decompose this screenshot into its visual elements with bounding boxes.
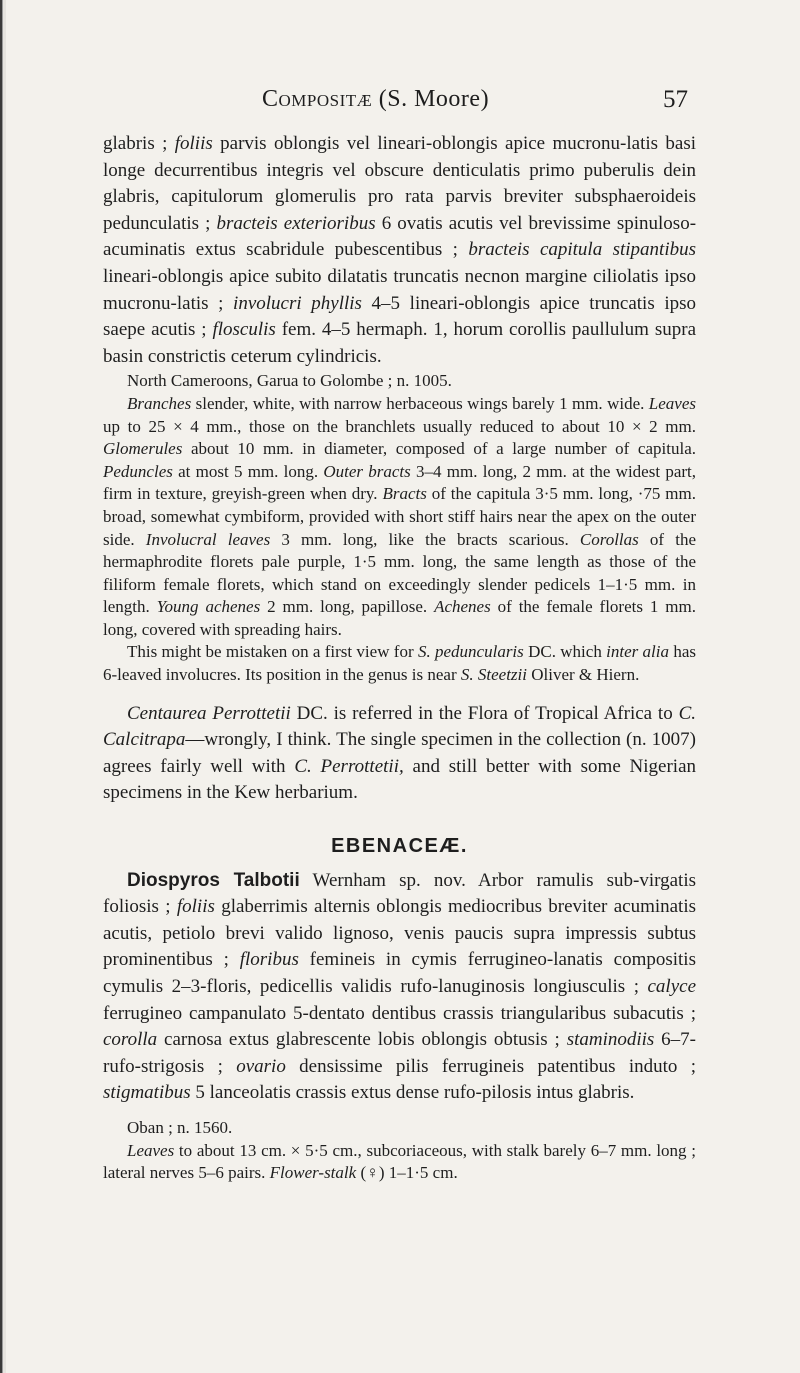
centaurea-paragraph: Centaurea Perrottetii DC. is referred in the Flora of Tropical Africa to C. Calcitrapa—wrongly, I think. The single specimen in the collection (n. 1007) agrees fairly well with C. Perrottetii, and still better with some Nigerian specimens in the Kew herbarium. xyxy=(103,702,697,804)
page-binding-edge xyxy=(0,0,6,1373)
family-heading: EBENACEÆ. xyxy=(331,835,468,858)
diospyros-description: Diospyros Talbotii Wernham sp. nov. Arbor ramulis sub-virgatis foliosis ; foliis glaberrimis alternis oblongis mediocribus breviter acuminatis acutis, petiolo brevi valido lignoso, venis paucis supra impressis subtus prominentibus ; floribus femineis in cymis ferrugineo-lanatis compositis cymulis 2–3-floris, pedicellis validis rufo-lanuginosis longiusculis ; calyce ferrugineo campanulato 5-dentato dentibus crassis triangularibus subacutis ; corolla carnosa extus glabrescente lobis oblongis obtusis ; staminodiis 6–7-rufo-strigosis ; ovario densissime pilis ferrugineis patentibus induto ; stigmatibus 5 lanceolatis crassis extus dense rufo-pilosis intus glabris. xyxy=(103,869,697,1104)
page-header xyxy=(0,86,800,120)
page-number: 57 xyxy=(663,86,688,113)
running-head-family: Compositæ xyxy=(262,86,373,112)
running-head-author: (S. Moore) xyxy=(372,86,490,112)
species-name: Diospyros Talbotii xyxy=(127,869,300,891)
page-body xyxy=(103,131,696,1185)
specimen-locality: North Cameroons, Garua to Golombe ; n. 1005. xyxy=(127,371,452,391)
taxonomic-note: This might be mistaken on a first view for S. peduncularis DC. which inter alia has 6-leaved involucres. Its position in the genus is near S. Steetzii Oliver & Hiern. xyxy=(103,642,696,685)
latin-description-continued: glabris ; foliis parvis oblongis vel lineari-oblongis apice mucronu-latis basi longe decurrentibus integris vel obscure denticulatis primo puberulis dein glabris, capitulorum glomerulis pro rata parvis breviter subsphaeroideis pedunculatis ; bracteis exterioribus 6 ovatis acutis vel brevissime spinuloso-acuminatis extus scabridule pubescentibus ; bracteis capitula stipantibus lineari-oblongis apice subito dilatatis truncatis necnon margine ciliolatis ipso mucronu-latis ; involucri phyllis 4–5 lineari-oblongis apice truncatis ipso saepe acutis ; flosculis fem. 4–5 hermaph. 1, horum corollis paullulum supra basin constrictis ceterum cylindricis. xyxy=(103,133,697,367)
diospyros-english-description: Leaves to about 13 cm. × 5·5 cm., subcoriaceous, with stalk barely 6–7 mm. long ; lateral nerves 5–6 pairs. Flower-stalk (♀) 1–1·5 cm. xyxy=(103,1140,696,1183)
running-head xyxy=(262,86,489,113)
specimen-locality-oban: Oban ; n. 1560. xyxy=(127,1117,233,1137)
english-description: Branches slender, white, with narrow herbaceous wings barely 1 mm. wide. Leaves up to 25 × 4 mm., those on the branchlets usually reduced to about 10 × 2 mm. Glomerules about 10 mm. in diameter, composed of a large number of capitula. Peduncles at most 5 mm. long. Outer bracts 3–4 mm. long, 2 mm. at the widest part, firm in texture, greyish-green when dry. Bracts of the capitula 3·5 mm. long, ·75 mm. broad, somewhat cymbiform, provided with short stiff hairs near the apex on the outer side. Involucral leaves 3 mm. long, like the bracts scarious. Corollas of the hermaphrodite florets pale purple, 1·5 mm. long, the same length as those of the filiform female florets, which stand on exceedingly slender pedicels 1–1·5 mm. in length. Young achenes 2 mm. long, papillose. Achenes of the female florets 1 mm. long, covered with spreading hairs. xyxy=(103,393,696,639)
